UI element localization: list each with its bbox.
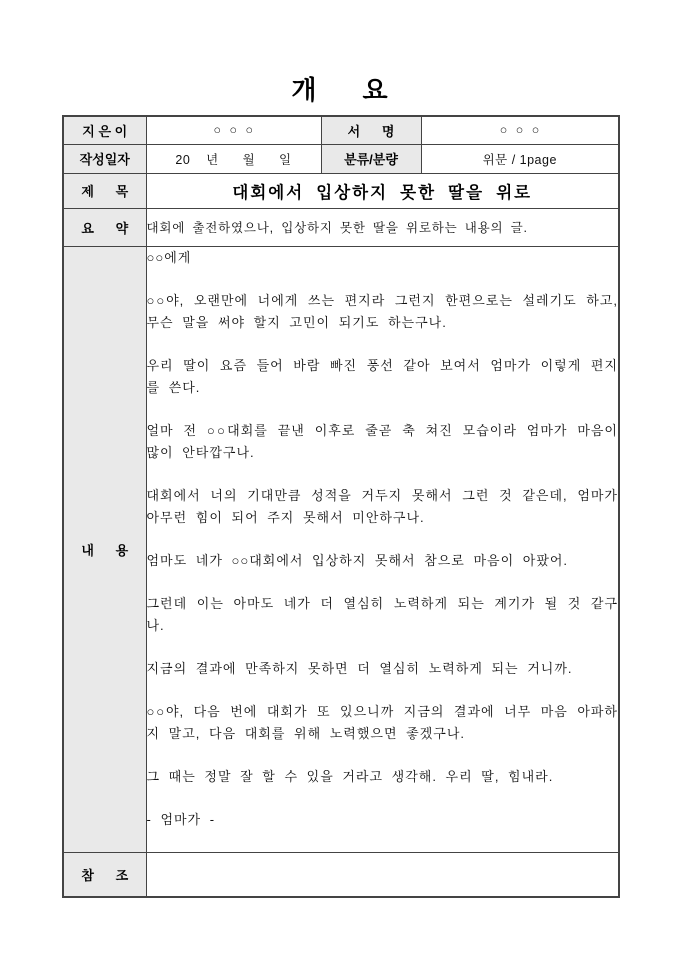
reference-value <box>146 852 619 897</box>
page-title: 개 요 <box>291 76 389 105</box>
date-label: 작성일자 <box>63 144 146 173</box>
author-label: 지 은 이 <box>63 116 146 144</box>
row-content <box>63 246 619 852</box>
content-paragraph: 엄마도 네가 ○○대회에서 입상하지 못해서 참으로 마음이 아팠어. <box>146 552 569 568</box>
book-title-label: 서 명 <box>321 116 421 144</box>
row-subject <box>63 173 619 208</box>
summary-label: 요 약 <box>63 208 146 246</box>
row-date-category <box>63 144 619 173</box>
row-reference <box>63 852 619 897</box>
subject-value: 대회에서 입상하지 못한 딸을 위로 <box>146 173 619 208</box>
outline-form-table <box>62 115 620 898</box>
content-paragraph: 우리 딸이 요즘 들어 바람 빠진 풍선 같아 보여서 엄마가 이렇게 편지를 쓴다. <box>146 357 618 395</box>
content-paragraph: 그 때는 정말 잘 할 수 있을 거라고 생각해. 우리 딸, 힘내라. <box>146 768 554 784</box>
author-value: ○ ○ ○ <box>146 116 321 144</box>
category-label: 분류/분량 <box>321 144 421 173</box>
content-paragraph: ○○야, 다음 번에 대회가 또 있으니까 지금의 결과에 너무 마음 아파하지 말고, 다음 대회를 위해 노력했으면 좋겠구나. <box>146 703 618 741</box>
content-cell <box>146 246 619 852</box>
content-paragraphs <box>147 247 619 831</box>
row-summary <box>63 208 619 246</box>
row-author-title <box>63 116 619 144</box>
content-paragraph: 그런데 이는 아마도 네가 더 열심히 노력하게 되는 계기가 될 것 같구나. <box>146 595 618 633</box>
subject-label: 제 목 <box>63 173 146 208</box>
content-label: 내 용 <box>63 246 146 852</box>
content-paragraph: 얼마 전 ○○대회를 끝낸 이후로 줄곧 축 쳐진 모습이라 엄마가 마음이 많이 안타깝구나. <box>146 422 618 460</box>
content-paragraph: ○○야, 오랜만에 너에게 쓰는 편지라 그런지 한편으로는 설레기도 하고, 무슨 말을 써야 할지 고민이 되기도 하는구나. <box>146 292 618 330</box>
content-paragraph: 대회에서 너의 기대만큼 성적을 거두지 못해서 그런 것 같은데, 엄마가 아무런 힘이 되어 주지 못해서 미안하구나. <box>146 487 618 525</box>
content-paragraph: - 엄마가 - <box>146 811 216 827</box>
reference-label: 참 조 <box>63 852 146 897</box>
date-value: 20 년 월 일 <box>146 144 321 173</box>
book-title-value: ○ ○ ○ <box>421 116 619 144</box>
category-value: 위문 / 1page <box>421 144 619 173</box>
summary-value: 대회에 출전하였으나, 입상하지 못한 딸을 위로하는 내용의 글. <box>146 208 619 246</box>
content-paragraph: ○○에게 <box>146 249 192 265</box>
content-paragraph: 지금의 결과에 만족하지 못하면 더 열심히 노력하게 되는 거니까. <box>146 660 573 676</box>
